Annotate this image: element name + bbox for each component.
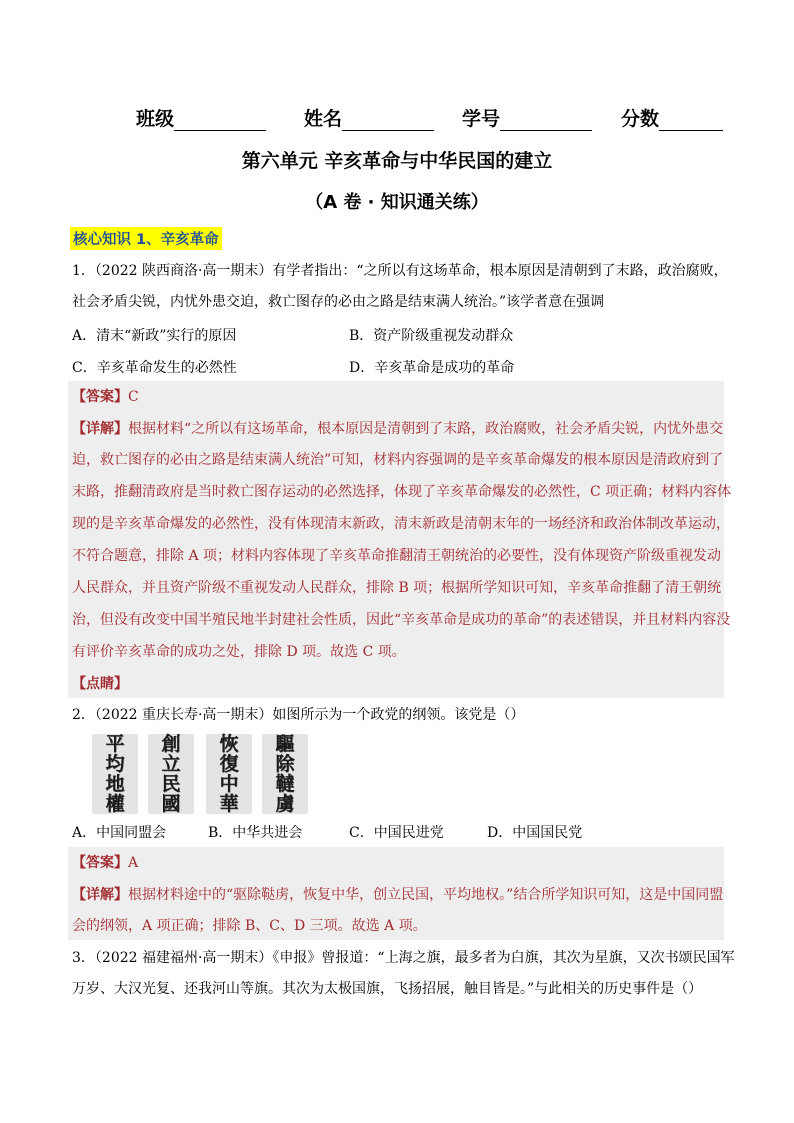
q2-answer-value: A xyxy=(128,855,139,871)
score-field[interactable] xyxy=(621,104,723,131)
name-label: 姓名 xyxy=(304,108,343,130)
q1-answer xyxy=(72,389,139,405)
q1-point xyxy=(72,676,128,692)
q3-stem-line-2: 万岁、大汉光复、还我河山等旗。其次为太极国旗，飞扬招展，触目皆是。”与此相关的历史事件是（） xyxy=(72,981,703,997)
q1-point-label: 【点睛】 xyxy=(72,676,128,692)
q2-answer xyxy=(72,855,138,871)
q2-option-b[interactable]: B．中华共进会 xyxy=(208,825,303,841)
q2-option-d[interactable]: D．中国国民党 xyxy=(487,825,583,841)
q1-detail-line-1: 【详解】根据材料“之所以有这场革命，根本原因是清朝到了末路，政治腐败，社会矛盾尖锐，内忧外患交 xyxy=(72,421,724,437)
q2-detail-line-1: 【详解】根据材料途中的“驱除鞑虏，恢复中华，创立民国，平均地权。”结合所学知识可知，这是中国同盟 xyxy=(72,887,724,903)
q1-option-c[interactable]: C．辛亥革命发生的必然性 xyxy=(72,360,237,376)
q1-detail-line-3: 末路，推翻清政府是当时救亡图存运动的必然选择，体现了辛亥革命爆发的必然性，C 项正确；材料内容体 xyxy=(72,484,732,500)
unit-title: 第六单元 辛亥革命与中华民国的建立 xyxy=(241,150,553,172)
q1-detail-label: 【详解】 xyxy=(72,421,128,437)
q2-answer-label: 【答案】 xyxy=(72,855,128,871)
q1-stem-line-2: 社会矛盾尖锐，内忧外患交迫，救亡图存的必由之路是结束满人统治。”该学者意在强调 xyxy=(72,294,605,310)
class-label: 班级 xyxy=(136,108,175,130)
party-program-calligraphy-image xyxy=(92,734,308,814)
calligraphy-column-1: 平 均 地 權 xyxy=(92,734,138,814)
student-info-line xyxy=(136,104,726,132)
q2-detail-label: 【详解】 xyxy=(72,887,128,903)
class-field[interactable] xyxy=(136,104,266,131)
section-heading: 核心知识 1、辛亥革命 xyxy=(70,227,222,250)
q1-stem-line-1: 1．（2022 陕西商洛·高一期末）有学者指出：“之所以有这场革命，根本原因是清朝到了末路，政治腐败， xyxy=(72,263,728,279)
q1-option-d[interactable]: D．辛亥革命是成功的革命 xyxy=(349,360,515,376)
name-field[interactable] xyxy=(304,104,434,131)
student-id-field[interactable] xyxy=(462,104,592,131)
q1-detail-line-6: 人民群众，并且资产阶级不重视发动人民群众，排除 B 项；根据所学知识可知，辛亥革命推翻了清王朝统 xyxy=(72,580,722,596)
q1-detail-line-2: 迫，救亡图存的必由之路是结束满人统治”可知，材料内容强调的是辛亥革命爆发的根本原因是清政府到了 xyxy=(72,452,724,468)
q3-stem-line-1: 3．（2022 福建福州·高一期末）《申报》曾报道：“上海之旗，最多者为白旗，其次为星旗，又次书颂民国军 xyxy=(72,950,735,966)
calligraphy-column-2: 創 立 民 國 xyxy=(148,734,194,814)
q1-detail-line-8: 有评价辛亥革命的成功之处，排除 D 项。故选 C 项。 xyxy=(72,644,406,660)
q1-detail-line-7: 治，但没有改变中国半殖民地半封建社会性质，因此“辛亥革命是成功的革命”的表述错误，并且材料内容没 xyxy=(72,612,731,628)
q1-option-b[interactable]: B．资产阶级重视发动群众 xyxy=(349,328,514,344)
q2-option-c[interactable]: C．中国民进党 xyxy=(349,825,444,841)
q2-detail-line-2: 会的纲领，A 项正确；排除 B、C、D 三项。故选 A 项。 xyxy=(72,918,427,934)
calligraphy-column-4: 驅 除 韃 虜 xyxy=(262,734,308,814)
q2-option-a[interactable]: A．中国同盟会 xyxy=(72,825,167,841)
student-id-label: 学号 xyxy=(462,108,501,130)
score-label: 分数 xyxy=(621,108,660,130)
q1-answer-value: C xyxy=(128,389,139,405)
q1-detail-line-5: 不符合题意，排除 A 项；材料内容体现了辛亥革命推翻清王朝统治的必要性，没有体现资产阶级重视发动 xyxy=(72,548,722,564)
q1-detail-line-4: 现的是辛亥革命爆发的必然性，没有体现清末新政，清末新政是清朝末年的一场经济和政治体制改革运动， xyxy=(72,516,730,532)
q1-answer-label: 【答案】 xyxy=(72,389,128,405)
q1-option-a[interactable]: A．清末“新政”实行的原因 xyxy=(72,328,237,344)
calligraphy-column-3: 恢 復 中 華 xyxy=(206,734,252,814)
q2-stem-line-1: 2．（2022 重庆长寿·高一期末）如图所示为一个政党的纲领。该党是（） xyxy=(72,707,525,723)
unit-subtitle: （A 卷 · 知识通关练） xyxy=(305,192,489,213)
